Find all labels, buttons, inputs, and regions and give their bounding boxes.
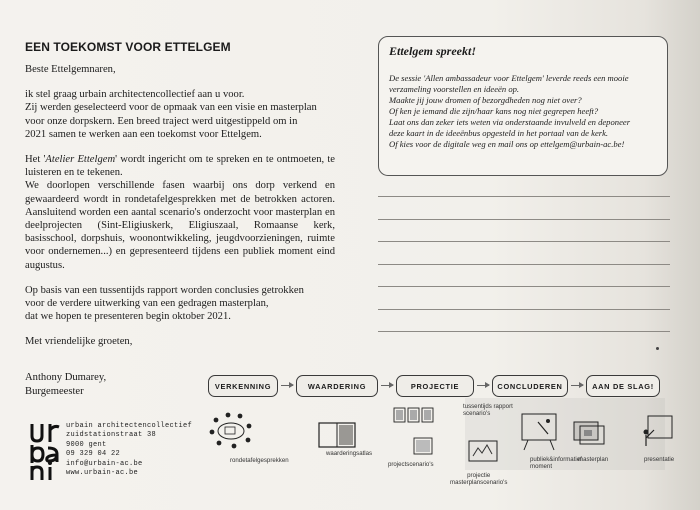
arrow-icon bbox=[381, 385, 393, 386]
letter-body bbox=[25, 40, 335, 361]
write-line[interactable] bbox=[378, 309, 670, 310]
label-waarderingsatlas: waarderingsatlas bbox=[326, 450, 373, 457]
atelier-name: Atelier Ettelgem bbox=[45, 154, 116, 166]
write-line[interactable] bbox=[378, 219, 670, 220]
contact-street: zuidstationstraat 38 bbox=[66, 431, 157, 440]
closing: Met vriendelijke groeten, bbox=[25, 336, 133, 348]
greeting: Beste Ettelgemnaren, bbox=[25, 64, 116, 75]
contact-city: 9000 gent bbox=[66, 440, 107, 449]
phase-icons bbox=[200, 400, 700, 500]
label-projectie-masterplanscenarios: projectie masterplanscenario's bbox=[450, 472, 508, 486]
label-publiek-moment: publiek&informatief moment bbox=[530, 456, 582, 470]
write-line[interactable] bbox=[378, 196, 670, 197]
signer-role: Burgemeester bbox=[25, 385, 84, 397]
write-line[interactable] bbox=[378, 264, 670, 265]
presentation-board-icon bbox=[518, 412, 560, 452]
contact-email[interactable]: info@urbain-ac.be bbox=[66, 459, 143, 468]
phase-projectie: PROJECTIE bbox=[396, 375, 474, 397]
intro-line: 2021 samen te werken aan een toekomst voor Ettelgem. bbox=[25, 128, 262, 140]
report-line: dat we hopen te presenteren begin oktober 2021. bbox=[25, 311, 231, 323]
write-line[interactable] bbox=[378, 241, 670, 242]
report-line: voor de verdere uitwerking van een gedragen masterplan, bbox=[25, 298, 269, 310]
arrow-icon bbox=[571, 385, 583, 386]
label-rondetafelgesprekken: rondetafelgesprekken bbox=[230, 457, 289, 464]
callout-line: deze kaart in de ideeënbus opgesteld in het portaal van de kerk. bbox=[389, 128, 609, 138]
report-line: Op basis van een tussentijds rapport worden conclusies getrokken bbox=[25, 284, 304, 296]
label-projectscenarios: projectscenario's bbox=[388, 461, 434, 468]
atelier-suffix: ' wordt ingericht om te spreken en te ontmoeten, te luisteren en te tekenen. bbox=[25, 154, 335, 179]
response-lines[interactable] bbox=[378, 196, 670, 354]
contact-block bbox=[66, 422, 192, 478]
phase-concluderen: CONCLUDEREN bbox=[492, 375, 568, 397]
urbain-logo-icon bbox=[28, 422, 62, 482]
signature-block bbox=[25, 371, 106, 398]
phase-verkenning: VERKENNING bbox=[208, 375, 278, 397]
atelier-paragraph bbox=[25, 153, 335, 179]
contact-website[interactable]: www.urbain-ac.be bbox=[66, 469, 139, 478]
ink-dot bbox=[656, 347, 659, 350]
write-line[interactable] bbox=[378, 286, 670, 287]
scenario-sheets-icon bbox=[392, 406, 436, 460]
contact-phone: 09 329 04 22 bbox=[66, 450, 121, 459]
callout-line: De sessie 'Allen ambassadeur voor Ettelgem' leverde reeds een mooie bbox=[389, 73, 629, 83]
callout-line: Of kies voor de digitale weg en mail ons op ettelgem@urbain-ac.be! bbox=[389, 139, 625, 149]
masterplan-icon bbox=[572, 416, 608, 450]
intro-paragraph bbox=[25, 88, 335, 141]
atlas-book-icon bbox=[318, 422, 356, 448]
arrow-icon bbox=[281, 385, 293, 386]
signer-name: Anthony Dumarey, bbox=[25, 372, 107, 383]
label-tussentijds-rapport: tussentijds rapport scenario's bbox=[463, 403, 513, 417]
intro-line: voor onze dorpskern. Een breed traject werd uitgestippeld om in bbox=[25, 115, 298, 127]
phase-timeline bbox=[208, 375, 660, 399]
callout-line: Maakte jij jouw dromen of bezorgdheden nog niet over? bbox=[389, 95, 582, 105]
report-icon bbox=[468, 440, 498, 462]
label-presentatie: presentatie bbox=[644, 456, 675, 463]
write-line[interactable] bbox=[378, 331, 670, 332]
phases-paragraph: We doorlopen verschillende fasen waarbij ons dorp verkend en gewaardeerd wordt in rondetafelgesprekken met de betrokken actoren. Aansluitend worden een aantal scenario's onderzocht voor masterplan en deelprojecten (Sint-Eligiuskerk, Eligiuszaal, Romaanse kerk, basisschool, dorpshuis, woonontwikkeling, jeugdvoorzieningen, ruimte voor ondernemen...) en gepresenteerd tijdens een publiek moment eind augustus. bbox=[25, 180, 335, 271]
arrow-icon bbox=[477, 385, 489, 386]
phase-aan-de-slag: AAN DE SLAG! bbox=[586, 375, 660, 397]
callout-line: verzameling voorstellen en ideeën op. bbox=[389, 84, 520, 94]
phase-waardering: WAARDERING bbox=[296, 375, 378, 397]
round-table-icon bbox=[208, 410, 254, 452]
letter-title: EEN TOEKOMST VOOR ETTELGEM bbox=[25, 40, 231, 54]
intro-line: ik stel graag urbain architectencollectief aan u voor. bbox=[25, 89, 245, 101]
presenter-icon bbox=[640, 412, 676, 452]
callout-line: Of ken je iemand die zijn/haar kans nog niet gegrepen heeft? bbox=[389, 106, 599, 116]
ettelgem-spreekt-box bbox=[378, 36, 668, 176]
report-paragraph bbox=[25, 284, 335, 324]
intro-line: Zij werden geselecteerd voor de opmaak van een visie en masterplan bbox=[25, 102, 317, 114]
callout-line: Laat ons dan zeker iets weten via onderstaande invulveld en deponeer bbox=[389, 117, 631, 127]
contact-company: urbain architectencollectief bbox=[66, 422, 193, 430]
callout-title: Ettelgem spreekt! bbox=[389, 44, 476, 58]
atelier-prefix: Het ' bbox=[25, 154, 46, 166]
label-masterplan: masterplan bbox=[578, 456, 609, 463]
